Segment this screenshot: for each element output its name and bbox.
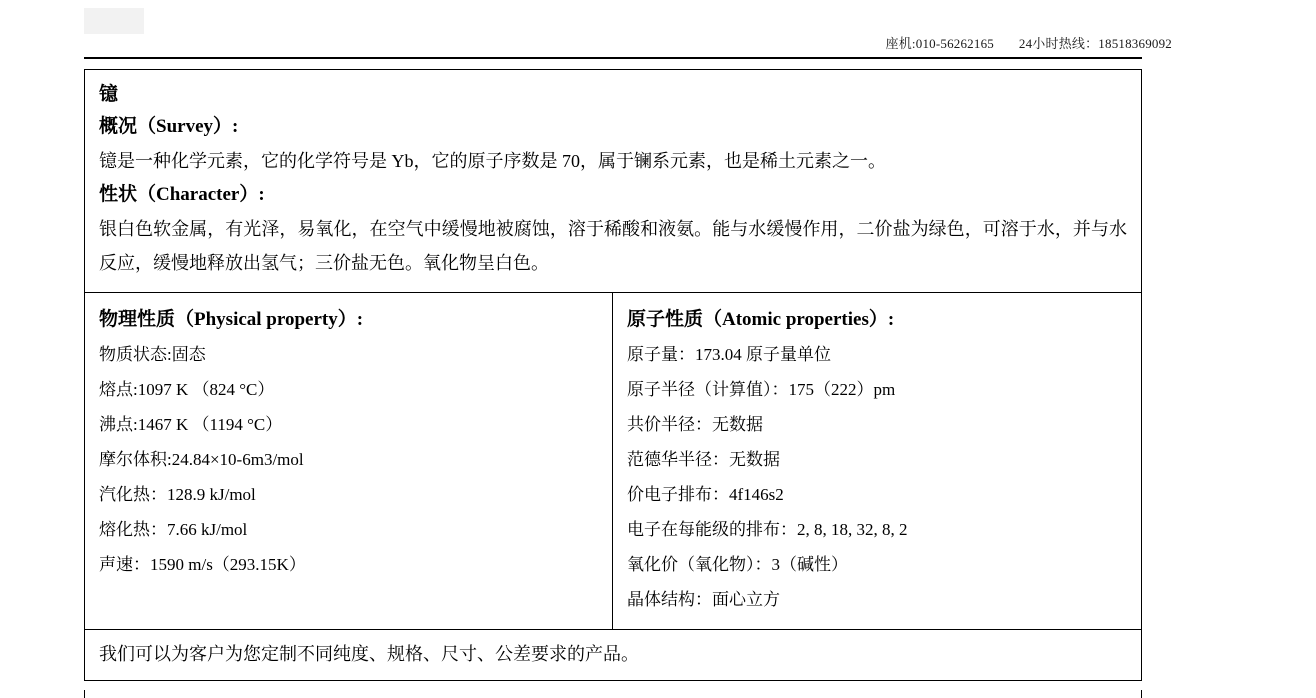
element-title: 镱 bbox=[99, 84, 119, 105]
character-text: 银白色软金属，有光泽，易氧化，在空气中缓慢地被腐蚀，溶于稀酸和液氨。能与水缓慢作用，二价盐为绿色，可溶于水，并与水反应，缓慢地释放出氢气；三价盐无色。氧化物呈白色。 bbox=[99, 219, 1127, 273]
overview-cell bbox=[85, 70, 1141, 292]
properties-columns bbox=[85, 293, 1141, 629]
footer-note-text: 我们可以为客户为您定制不同纯度、规格、尺寸、公差要求的产品。 bbox=[99, 644, 639, 664]
atomic-property-item: 电子在每能级的排布：2, 8, 18, 32, 8, 2 bbox=[627, 520, 908, 539]
character-heading: 性状（Character）: bbox=[99, 184, 265, 205]
atomic-property-item: 范德华半径：无数据 bbox=[627, 450, 780, 469]
logo-placeholder bbox=[84, 8, 144, 34]
survey-heading: 概况（Survey）: bbox=[99, 116, 239, 137]
physical-property-item: 熔化热：7.66 kJ/mol bbox=[99, 520, 248, 539]
atomic-property-item: 原子量：173.04 原子量单位 bbox=[627, 345, 831, 364]
physical-property-item: 物质状态:固态 bbox=[99, 345, 206, 364]
atomic-property-item: 价电子排布：4f146s2 bbox=[627, 485, 784, 504]
header-hotline: 24小时热线：18518369092 bbox=[1018, 36, 1172, 51]
element-datasheet-table bbox=[84, 69, 1142, 681]
atomic-property-item: 原子半径（计算值）：175（222）pm bbox=[627, 380, 896, 399]
page-header bbox=[0, 0, 1316, 62]
physical-property-item: 汽化热：128.9 kJ/mol bbox=[99, 485, 256, 504]
survey-text: 镱是一种化学元素，它的化学符号是 Yb，它的原子序数是 70，属于镧系元素，也是稀土元素之一。 bbox=[99, 151, 886, 171]
physical-properties-heading: 物理性质（Physical property）: bbox=[99, 309, 364, 330]
header-contact-info bbox=[886, 33, 1172, 52]
properties-row bbox=[85, 293, 1141, 630]
physical-property-item: 摩尔体积:24.84×10-6m3/mol bbox=[99, 450, 304, 469]
physical-properties-cell bbox=[85, 293, 613, 629]
header-phone: 座机:010-56262165 bbox=[885, 36, 994, 51]
table-continuation-stub bbox=[84, 690, 1142, 698]
atomic-properties-heading: 原子性质（Atomic properties）: bbox=[627, 309, 895, 330]
physical-property-item: 沸点:1467 K （1194 °C） bbox=[99, 415, 283, 434]
header-divider bbox=[84, 57, 1142, 59]
atomic-property-item: 氧化价（氧化物）：3（碱性） bbox=[627, 555, 848, 574]
atomic-property-item: 晶体结构：面心立方 bbox=[627, 590, 780, 609]
atomic-property-item: 共价半径：无数据 bbox=[627, 415, 763, 434]
overview-row bbox=[85, 70, 1141, 293]
physical-property-item: 熔点:1097 K （824 °C） bbox=[99, 380, 275, 399]
atomic-properties-cell bbox=[613, 293, 1141, 629]
footer-note-row bbox=[85, 630, 1141, 680]
physical-property-item: 声速：1590 m/s（293.15K） bbox=[99, 555, 306, 574]
